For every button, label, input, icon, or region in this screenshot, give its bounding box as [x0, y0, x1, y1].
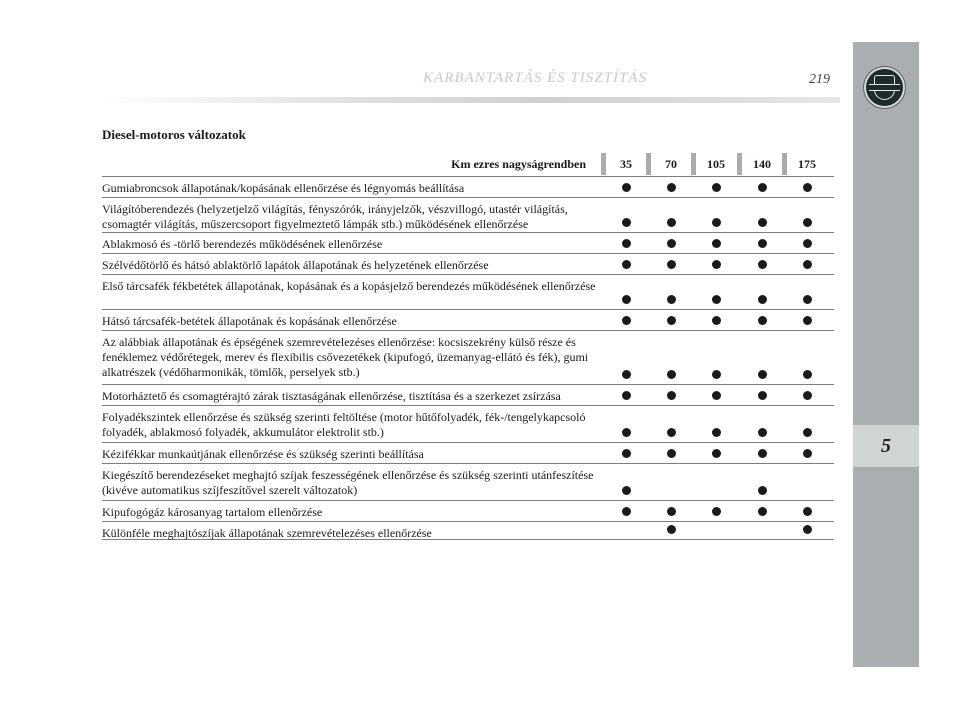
table-row: [102, 274, 834, 309]
check-dot-140: [758, 370, 767, 379]
table-row: [102, 405, 834, 442]
check-dot-35: [622, 486, 631, 495]
check-dot-70: [667, 316, 676, 325]
column-header-140: 140: [753, 157, 771, 171]
row-description: Az alábbiak állapotának és épségének szemrevételezéses ellenőrzése: kocsiszekrény külső része és fenéklemez védőrétegek, merev és flexibilis csővezetékek (kipufogó, üzemanyag-ellátó és fék), gumi alkatrészek (védőharmonikák, tömlők, perselyek stb.): [102, 335, 589, 379]
row-description: Motorháztető és csomagtérajtó zárak tisztaságának ellenőrzése, tisztítása és a szerkezet zsírzása: [102, 389, 561, 403]
table-row: [102, 330, 834, 384]
column-separator: [601, 153, 606, 175]
check-dot-105: [712, 370, 721, 379]
check-dot-70: [667, 295, 676, 304]
side-tab: [853, 42, 919, 667]
header-rule: [100, 97, 840, 103]
column-separator: [691, 153, 696, 175]
row-description: Folyadékszintek ellenőrzése és szükség szerinti feltöltése (motor hűtőfolyadék, fék-/tengelykapcsoló folyadék, ablakmosó folyadék, akkumulátor elektrolit stb.): [102, 410, 586, 439]
check-dot-105: [712, 391, 721, 400]
column-header-35: 35: [620, 157, 632, 171]
check-dot-175: [803, 260, 812, 269]
check-dot-35: [622, 183, 631, 192]
check-dot-35: [622, 449, 631, 458]
check-dot-140: [758, 486, 767, 495]
table-row: [102, 232, 834, 253]
chapter-tab[interactable]: 5: [853, 425, 919, 467]
check-dot-175: [803, 449, 812, 458]
check-dot-35: [622, 391, 631, 400]
page-number: 219: [809, 72, 830, 87]
check-dot-70: [667, 449, 676, 458]
check-dot-175: [803, 316, 812, 325]
check-dot-175: [803, 239, 812, 248]
check-dot-175: [803, 428, 812, 437]
check-dot-175: [803, 218, 812, 227]
check-dot-35: [622, 316, 631, 325]
check-dot-70: [667, 370, 676, 379]
check-dot-140: [758, 239, 767, 248]
column-header-105: 105: [707, 157, 725, 171]
row-description: Szélvédőtörlő és hátsó ablaktörlő lapátok állapotának és helyzetének ellenőrzése: [102, 258, 489, 272]
check-dot-35: [622, 239, 631, 248]
check-dot-35: [622, 428, 631, 437]
column-separator: [646, 153, 651, 175]
check-dot-105: [712, 183, 721, 192]
section-title: Diesel-motoros változatok: [102, 127, 246, 142]
row-description: Világítóberendezés (helyzetjelző világítás, fényszórók, irányjelzők, vészvillogó, utastér világítás, csomagtér világítás, műszercsoport figyelmeztető lámpák stb.) működésének ellenőrzése: [102, 202, 568, 231]
column-header-70: 70: [665, 157, 677, 171]
check-dot-175: [803, 507, 812, 516]
table-row: [102, 384, 834, 405]
check-dot-140: [758, 449, 767, 458]
check-dot-105: [712, 449, 721, 458]
running-header-title: KARBANTARTÁS ÉS TISZTÍTÁS: [423, 70, 647, 86]
check-dot-105: [712, 295, 721, 304]
row-description: Különféle meghajtószíjak állapotának szemrevételezéses ellenőrzése: [102, 526, 432, 540]
interval-label: Km ezres nagyságrendben: [451, 157, 586, 171]
table-row: [102, 521, 834, 540]
check-dot-175: [803, 183, 812, 192]
logo-banner: [869, 84, 900, 91]
check-dot-70: [667, 239, 676, 248]
check-dot-105: [712, 239, 721, 248]
row-description: Kézifékkar munkaútjának ellenőrzése és szükség szerinti beállítása: [102, 447, 424, 461]
check-dot-105: [712, 507, 721, 516]
check-dot-175: [803, 370, 812, 379]
row-description: Első tárcsafék fékbetétek állapotának, kopásának és a kopásjelző berendezés működésének ellenőrzése: [102, 279, 596, 293]
check-dot-35: [622, 507, 631, 516]
check-dot-105: [712, 260, 721, 269]
check-dot-70: [667, 428, 676, 437]
check-dot-70: [667, 260, 676, 269]
column-separator: [737, 153, 742, 175]
check-dot-105: [712, 428, 721, 437]
check-dot-140: [758, 183, 767, 192]
row-description: Hátsó tárcsafék-betétek állapotának és kopásának ellenőrzése: [102, 314, 397, 328]
check-dot-175: [803, 525, 812, 534]
check-dot-35: [622, 370, 631, 379]
check-dot-70: [667, 525, 676, 534]
table-row: [102, 253, 834, 274]
check-dot-140: [758, 507, 767, 516]
check-dot-140: [758, 391, 767, 400]
lancia-logo-icon: [866, 69, 903, 106]
check-dot-140: [758, 428, 767, 437]
table-row: [102, 442, 834, 463]
check-dot-140: [758, 295, 767, 304]
check-dot-175: [803, 391, 812, 400]
maintenance-table: [102, 176, 834, 540]
table-row: [102, 463, 834, 500]
check-dot-105: [712, 218, 721, 227]
table-row: [102, 176, 834, 197]
check-dot-70: [667, 507, 676, 516]
check-dot-35: [622, 260, 631, 269]
check-dot-140: [758, 260, 767, 269]
column-separator: [782, 153, 787, 175]
row-description: Kipufogógáz károsanyag tartalom ellenőrzése: [102, 505, 323, 519]
row-description: Kiegészítő berendezéseket meghajtó szíjak feszességének ellenőrzése és szükség szerinti utánfeszítése (kivéve automatikus szíjfeszítővel szerelt változatok): [102, 468, 594, 497]
check-dot-35: [622, 218, 631, 227]
table-row: [102, 500, 834, 521]
table-row: [102, 197, 834, 232]
row-description: Gumiabroncsok állapotának/kopásának ellenőrzése és légnyomás beállítása: [102, 181, 465, 195]
row-description: Ablakmosó és -törlő berendezés működésének ellenőrzése: [102, 237, 383, 251]
check-dot-70: [667, 183, 676, 192]
check-dot-70: [667, 218, 676, 227]
check-dot-175: [803, 295, 812, 304]
column-header-175: 175: [798, 157, 816, 171]
check-dot-70: [667, 391, 676, 400]
check-dot-140: [758, 218, 767, 227]
table-row: [102, 309, 834, 330]
check-dot-105: [712, 316, 721, 325]
check-dot-35: [622, 295, 631, 304]
check-dot-140: [758, 316, 767, 325]
